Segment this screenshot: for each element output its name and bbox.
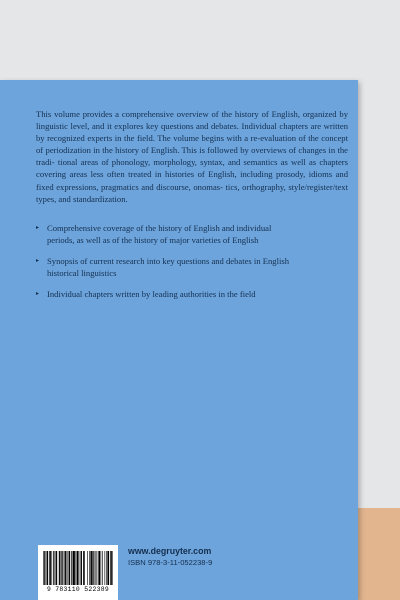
blurb-line: This volume provides a comprehensive overview of the history of English, (36, 109, 300, 119)
barcode-bar (112, 551, 113, 585)
blurb-line: volume begins with a re-evaluation of the concept of periodization in the (36, 133, 348, 156)
publisher-info (128, 545, 212, 568)
triangle-bullet-icon: ▸ (36, 290, 40, 298)
barcode-bar (73, 551, 74, 585)
barcode-bar (48, 551, 49, 585)
barcode-bars (43, 551, 113, 585)
barcode-bar (46, 551, 47, 585)
barcode-bar (75, 551, 76, 585)
isbn-number: ISBN 978-3-11-052238-9 (128, 558, 213, 567)
barcode-bar (73, 551, 74, 585)
barcode-bar (53, 551, 54, 585)
blurb-line: Individual chapters are written by recognized experts in the field. The (36, 121, 348, 144)
barcode-bar (64, 551, 65, 585)
barcode-bar (54, 551, 55, 585)
barcode-bar (45, 551, 46, 585)
publisher-website: www.degruyter.com (128, 546, 212, 556)
barcode-bar (87, 551, 88, 585)
barcode-bar (80, 551, 81, 585)
barcode-digits: 9 783110 522389 (46, 586, 110, 593)
barcode (38, 545, 118, 600)
description-blurb (36, 108, 348, 205)
barcode-bar (72, 551, 73, 585)
blurb-line: prosody, idioms and fixed expressions, pragmatics and discourse, onomas- (36, 169, 348, 192)
barcode-bar (102, 551, 103, 585)
barcode-bar (106, 551, 107, 585)
barcode-bar (76, 551, 77, 585)
blurb-line: tional areas of phonology, morphology, syntax, and semantics as well as (57, 157, 317, 168)
barcode-bar (84, 551, 85, 585)
barcode-bar (43, 551, 44, 585)
barcode-bar (50, 551, 51, 585)
barcode-bar (90, 551, 91, 585)
barcode-bar (67, 551, 68, 585)
barcode-bar (84, 551, 85, 585)
barcode-bar (57, 551, 58, 585)
barcode-bar (55, 551, 56, 585)
blurb-line: organized by linguistic level, and it explores key questions and debates. (36, 109, 348, 132)
barcode-bar (111, 551, 112, 585)
barcode-bar (71, 551, 72, 585)
barcode-bar (92, 551, 93, 585)
barcode-bar (101, 551, 102, 585)
feature-list-item (36, 255, 348, 279)
book-back-cover (0, 80, 358, 600)
triangle-bullet-icon: ▸ (36, 224, 40, 231)
background-tan-block (358, 508, 400, 600)
barcode-bar (98, 551, 99, 585)
feature-line: Synopsis of current research into key questions and debates in English (47, 256, 290, 267)
barcode-bar (78, 551, 79, 585)
barcode-bar (65, 551, 66, 585)
barcode-bar (61, 551, 62, 585)
barcode-bar (111, 551, 112, 585)
barcode-bar (61, 551, 62, 585)
barcode-bar (77, 551, 78, 585)
barcode-bar (70, 551, 71, 585)
blurb-line: chapters covering areas less often treated in histories of English, including (36, 157, 348, 180)
barcode-bar (51, 551, 52, 585)
barcode-bar (91, 551, 92, 585)
barcode-bar (99, 551, 100, 585)
feature-line: Comprehensive coverage of the history of English and individual (47, 223, 272, 233)
barcode-bar (110, 551, 111, 585)
barcode-bar (108, 551, 109, 585)
barcode-bar (93, 551, 94, 585)
feature-line: periods, as well as of the history of major varieties of English (47, 235, 259, 246)
barcode-bar (44, 551, 45, 585)
barcode-bar (63, 551, 64, 585)
barcode-bar (56, 551, 57, 585)
barcode-bar (69, 551, 70, 585)
barcode-bar (59, 551, 60, 585)
barcode-bar (50, 551, 51, 585)
barcode-bar (47, 551, 48, 585)
barcode-bar (81, 551, 82, 585)
barcode-bar (49, 551, 50, 585)
barcode-bar (83, 551, 84, 585)
barcode-bar (89, 551, 90, 585)
barcode-bar (77, 551, 78, 585)
feature-line: Individual chapters written by leading authorities in the field (47, 289, 256, 300)
feature-list-item (36, 288, 348, 300)
barcode-bar (92, 551, 93, 585)
barcode-bar (59, 551, 60, 585)
barcode-bar (97, 551, 98, 585)
blurb-line: history of English. This is followed by overviews of changes in the tradi- (36, 145, 348, 168)
feature-list (36, 222, 348, 309)
triangle-bullet-icon: ▸ (36, 257, 40, 265)
barcode-bar (94, 551, 95, 585)
feature-line: historical linguistics (47, 268, 117, 279)
barcode-bar (105, 551, 106, 585)
barcode-bar (66, 551, 67, 585)
barcode-bar (68, 551, 69, 585)
barcode-bar (108, 551, 109, 585)
barcode-bar (62, 551, 63, 585)
barcode-bar (81, 551, 82, 585)
barcode-bar (107, 551, 108, 585)
barcode-bar (96, 551, 97, 585)
barcode-bar (74, 551, 75, 585)
barcode-bar (99, 551, 100, 585)
feature-list-item (36, 222, 348, 246)
blurb-line: tics, orthography, style/register/text types, and standardization. (36, 181, 348, 204)
